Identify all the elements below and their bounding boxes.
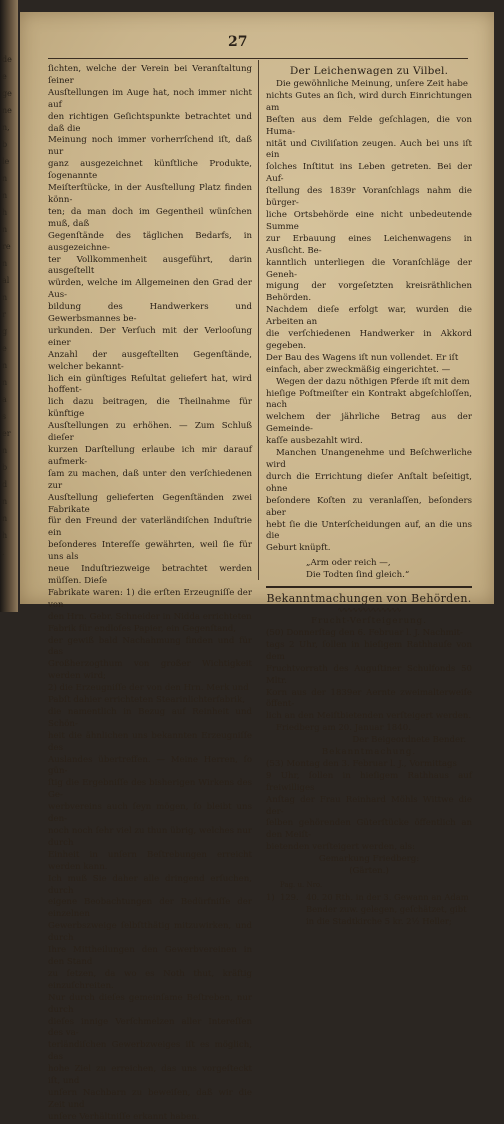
margin-fragment: h [2,531,8,540]
text-line: hohe Ziel zu erreichen, das uns vorgeſteckt iſt, und [48,1064,252,1087]
text-line: urkunden. Der Verſuch mit der Verlooſung einer [48,325,252,348]
table-cell [266,904,280,916]
text-line: (50) Donnerſtag den 6. Februar l. J. Nachmit- [266,627,463,638]
table-row [266,892,472,904]
text-line: liche Ortsbehörde eine nicht unbedeutende Summe [266,209,472,232]
margin-fragment: n [2,497,8,506]
text-line: zu ſetzen, da wo es Noth thut, kräftig einzuſchreiten. [48,968,252,991]
margin-fragment: n [2,293,8,302]
text-line: lich ein günſtiges Reſultat geliefert hat, wird hoffent- [48,373,252,396]
table-header-row [266,880,472,892]
text-line: kanntlich unterliegen die Voranſchläge der Geneh- [266,257,472,280]
text-line: Korn aus der 1839er Aernte zweimalterweiſe öffent- [266,687,472,710]
sale-text [266,628,472,723]
margin-fragment: h [2,208,8,217]
header-rule [48,58,468,59]
text-line: Wegen der dazu nöthigen Pferde iſt mit dem [276,376,470,387]
wavy-divider: ∿∿∿∿∿∿∿∿∿∿∿∿∿ [337,606,401,615]
text-line: Gegenſtände des täglichen Bedarfs, in ausgezeichne- [48,230,252,253]
text-line: Ausſtellung gelieferten Gegenſtänden zwei Fabrikate [48,492,252,515]
text-line: Fabrik für endloſes Papier, ein Gegenſtand, [48,623,236,634]
text-line: welchem der jährliche Betrag aus der Gemeinde- [266,412,472,435]
page-header [20,34,494,56]
text-line: migung der vorgeſetzten kreisräthlichen Behörden. [266,281,472,304]
text-line: hebt ſie die Unterſcheidungen auf, an die uns die [266,519,472,542]
text-line: Großherzogthum von großer Wichtigkeit werden wird; [48,659,252,682]
text-line: bildung des Handwerkers und Gewerbsmannes be- [48,302,252,325]
text-line: Ausſtellungen im Auge hat, noch immer nicht auf [48,87,252,110]
text-line: nichts Gutes an ſich, wird durch Einrichtungen am [266,90,472,113]
article-body [266,79,472,555]
text-line: nität und Civiliſation zeugen. Auch bei uns iſt ein [266,138,472,161]
quote [306,558,472,582]
gemarkung-label: Gemarkung Friedberg: [318,854,420,865]
text-line: Beſten aus dem Felde geſchlagen, die von Huma- [266,114,472,137]
text-line: zur Erbauung eines Leichenwagens in Ausſicht. Be- [266,233,472,256]
margin-fragment: n [2,446,8,455]
margin-fragment: n [2,259,8,268]
text-line: Geburt knüpft. [266,543,331,554]
text-line: für den Freund der vaterländiſchen Induſtrie ein [48,516,252,539]
text-line: heit die ähnlichen uns bekannten Erzeugniſſe des [48,730,252,753]
table-cell: 129. [280,891,299,902]
text-line: beſonderes Intereſſe gewährten, weil ſie für uns als [48,540,252,563]
margin-fragment: n [2,361,8,370]
text-line: Anſtag der Frau Reinhard Möhls Wittwe die der- [266,794,472,817]
margin-fragment: s [2,412,7,421]
margin-fragment: n [2,225,8,234]
text-line: Der Bau des Wagens iſt nun vollendet. Er iſt [266,352,459,363]
text-line: neue Induſtriezweige betrachtet werden müſſen. Dieſe [48,564,252,586]
table-cell [266,916,280,928]
text-line: hieſige Poſtmeiſter ein Kontrakt abgeſchloſſen, nach [266,388,472,411]
table-cell: 1) [266,891,275,902]
text-line: terländiſchen Gewerbzweiges iſt es möglich, das [48,1040,252,1063]
table-header-cell: Pag. u. Nro. [280,881,323,889]
text-line: die namentlich in Bezug auf Reinheit und Schön- [48,706,252,729]
margin-fragment: d [2,480,8,489]
margin-fragment: a [2,395,7,404]
text-line: Anzahl der ausgeſtellten Gegenſtände, welcher bekannt- [48,349,252,372]
sale-heading: Frucht-Verſteigerung. [311,616,427,627]
table-cell [280,916,306,928]
text-line: den Hrn. Gebr. Schneider in Nidda errichteten [48,611,252,622]
section-rule [266,586,472,588]
text-line: Auslandes übertreffen. — Meine Herren, ſo gün- [48,754,252,777]
margin-fragment: n [2,514,8,523]
sale-signature: Der Beigeordnete Bender. [352,735,466,746]
text-line: Gewerbszweige ſelbſtthätig mitzuwirken, und durch [48,921,252,944]
margin-fragment: n [2,378,8,387]
notice-text [266,759,472,854]
text-line: unſere Verhältniſſe erkannt haben. [48,1111,200,1122]
margin-fragment: le [2,157,10,166]
newspaper-page [20,12,494,1122]
margin-fragment: re [2,242,11,251]
text-line: Ich muß Sie daher alle dringend erſuchen, durch [48,873,252,896]
text-line: den richtigen Geſichtspunkte betrachtet und daß die [48,111,252,134]
text-line: „Arm oder reich —, [306,558,391,569]
text-line: Ihre Mittheilungen den Gewerbvereinen in den Stand [48,945,252,967]
gaerten-label: (Gärten.) [349,866,389,877]
text-line: beſondere Koſten zu veranlaſſen, beſonders aber [266,495,472,518]
previous-page-edge [0,0,18,612]
text-line: tags 2 Uhr, ſollen in hieſigem Rathhauſe von dem [266,639,472,662]
table-cell [280,904,306,916]
margin-fragment: n, [2,123,10,132]
margin-fragment: b [2,140,8,149]
text-line: Nachdem dieſe erfolgt war, wurden die Arbeiten an [266,305,472,328]
text-line: Pabſt dahier errichteten Stearinlichterfabrik, [48,695,245,706]
text-line: bietenden verſteigert werden, als: [266,842,415,853]
margin-fragment: de [2,55,12,64]
text-line: Manchen Unangenehme und Beſchwerliche wird [266,448,472,470]
table-row [266,916,472,928]
text-line: ten; da man doch im Gegentheil wünſchen muß, daß [48,206,252,229]
text-line: 2) die Erzeugniſſe der von den Hrn. Merk und [48,683,249,694]
table-cell: in die Stadtkirche 5 kr. 2½ Heller; [306,915,452,926]
text-line: Nur durch dieſes gemeinſame Beſtreben, nur durch [48,992,252,1015]
text-line: einfach, aber zweckmäßig eingerichtet. — [266,364,451,375]
property-table [266,880,472,928]
margin-fragment: e [2,344,7,353]
text-line: ſolches Inſtitut ins Leben getreten. Bei der Auf- [266,162,472,185]
margin-fragment: b [2,463,8,472]
page-number: 27 [228,34,248,50]
text-line: Die Todten ſind gleich.“ [306,570,410,581]
notice-heading: Bekanntmachung. [321,747,417,758]
table-cell: Bender zuw. gelegen, geſchätzet, gibt [306,903,467,914]
text-line: die verſchiedenen Handwerker in Akkord gegeben. [266,329,472,351]
left-column [48,64,252,1124]
right-column [266,64,472,928]
text-line: würden, welche im Allgemeinen den Grad der Aus- [48,278,252,301]
text-line: Fruchtvorrath des Auguſtiner Schulfonds 50 Mltr. [266,663,472,686]
text-line: ter Vollkommenheit ausgeführt, darin ausgeſtellt [48,254,252,277]
margin-fragment: . [2,548,5,557]
table-cell: 40. 20 Rth. in der 3. Gewann an Adam [306,891,469,902]
margin-fragment: er [2,429,11,438]
table-row [266,904,472,916]
text-line: eigene Beobachtungen der Bedürfniſſe der einzelnen [48,897,252,920]
text-line: lich dazu beitragen, die Theilnahme für künftige [48,397,252,420]
text-line: der gewiß bald Nachahmung finden und für das [48,635,252,658]
column-divider [258,60,259,580]
text-line: dieſes innige Verſchmelzen aller Intereſſen des va- [48,1016,252,1039]
text-line: 9 Uhr, ſollen in hieſigem Rathhaus auf freiwilliges [266,770,472,793]
text-line: (53) Montag den 3. Februar l. J., Vormittags [266,758,457,769]
text-line: Fabrikate waren: 1) die erſten Erzeugniſſe der von [48,587,252,610]
text-line: unſern Nachbarn zu beweiſen, daß wir die Zeit und [48,1087,252,1110]
text-line: werbvereins auch ſeyn mögen, ſo bleibt uns den- [48,802,252,825]
text-line: ſelben gehörenden Güterſtücke öffentlich an den Meiſt- [266,818,472,841]
margin-fragment: al [2,276,10,285]
text-line: durch die Errichtung dieſer Anſtalt beſeitigt, ohne [266,471,472,494]
text-line: Ausſtellungen zu erhöhen. — Zum Schluß dieſer [48,421,252,444]
text-line: ganz ausgezeichnet künſtliche Produkte, ſogenannte [48,159,252,182]
text-line: ſichten, welche der Verein bei Veranſtaltung ſeiner [48,64,252,86]
sale-date: Friedberg am 20. Januar 1840. [276,723,411,734]
margin-fragment: ne [2,106,12,115]
text-line: noch noch ſehr viel zu thun übrig, welches nur durch [48,826,252,848]
margin-fragment: r [2,310,6,319]
text-line: ſtellung des 1839r Voranſchlags nahm die bürger- [266,186,472,209]
text-line: ſam zu machen, daß unter den verſchiedenen zur [48,468,252,491]
text-line: Meinung noch immer vorherrſchend iſt, daß nur [48,135,252,158]
announcements-title: Bekanntmachungen von Behörden. [266,592,472,606]
text-line: Einheit in unſern Beſtrebungen erreicht werden kann. [48,849,252,872]
article-title: Der Leichenwagen zu Vilbel. [289,65,449,77]
margin-fragment: e [2,72,7,81]
margin-fragment: g [2,327,8,336]
margin-fragment: n [2,191,8,200]
margin-fragment: ge [2,89,12,98]
text-line: kurzen Darſtellung erlaube ich mir darauf aufmerk- [48,445,252,467]
text-line: Meiſterſtücke, in der Ausſtellung Platz finden könn- [48,183,252,205]
text-line: Die gewöhnliche Meinung, unſere Zeit habe [276,79,469,89]
margin-fragment: n [2,174,8,183]
text-line: kaſſe ausbezahlt wird. [266,436,363,447]
text-line: ſtig die Ergebniſſe des bisherigen Wirkens des Ge- [48,778,252,801]
text-line: lich an den Meiſtbietenden verſteigert werden. [266,711,472,722]
